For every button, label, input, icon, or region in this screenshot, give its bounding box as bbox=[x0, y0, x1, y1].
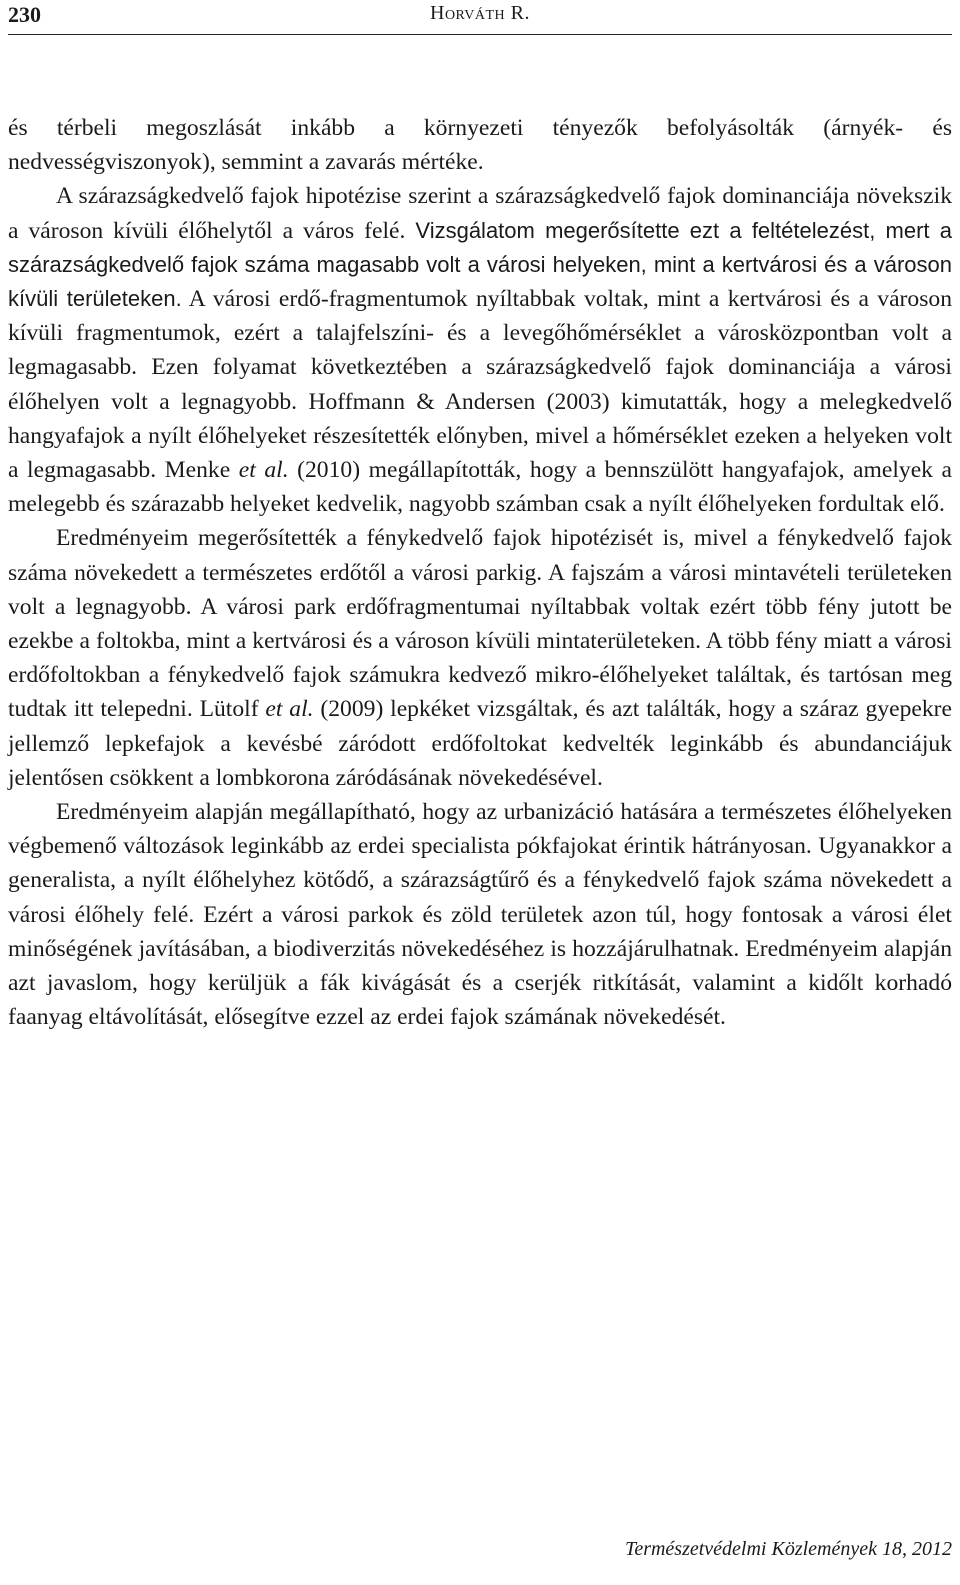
citation-etal: et al. bbox=[265, 696, 314, 723]
text-run-sans: Vizsgálatom megerősítette ezt a feltételezést, mert a szárazságkedvelő fajok száma magasabb volt a városi helyeken, mint a kertvárosi és a városon kívüli területeken. bbox=[8, 217, 952, 312]
text-run: (2009) lepkéket vizsgáltak, és azt találták, hogy a száraz gyepekre jellemző lepkefajok a kevésbé záródott erdőfoltokat kedvelték leginkább és abundanciájuk jelentősen csökkent a lombkorona záródásának növekedésével. bbox=[8, 696, 952, 791]
page-number: 230 bbox=[8, 2, 41, 27]
text-run: Eredményeim megerősítették a fénykedvelő fajok hipotézisét is, mivel a fénykedvelő fajok száma növekedett a természetes erdőtől a városi parkig. A fajszám a városi mintavételi területeken volt a legnagyobb. A városi park erdőfragmentumai nyíltabbak voltak ezért több fény jutott be ezekbe a foltokba, mint a kertvárosi és a városon kívüli mintaterületeken. A több fény miatt a városi erdőfoltokban a fénykedvelő fajok számukra kedvező mikro-élőhelyeket találtak, és tartósan meg tudtak itt telepedni. Lütolf bbox=[8, 525, 952, 723]
paragraph: és térbeli megoszlását inkább a környezeti tényezők befolyásolták (árnyék- és nedvességviszonyok), semmint a zavarás mértéke. bbox=[8, 115, 952, 176]
text-run: A városi erdő-fragmentumok nyíltabbak voltak, mint a kertvárosi és a városon kívüli fragmentumok, ezért a talajfelszíni- és a levegőhőmérséklet a városközpontban volt a legmagasabb. Ezen folyamat következtében a szárazságkedvelő fajok dominanciája a városi élőhelyen volt a legnagyobb. Hoffmann & Andersen (2003) kimutatták, hogy a melegkedvelő hangyafajok a nyílt élőhelyeket részesítették előnyben, mivel a hőmérséklet ezeken a helyeken volt a legmagasabb. Menke bbox=[8, 286, 952, 484]
text-run: (2010) megállapították, hogy a bennszülött hangyafajok, amelyek a melegebb és szárazabb helyeket kedvelik, nagyobb számban csak a nyílt élőhelyeken fordultak elő. bbox=[8, 457, 952, 518]
paragraph bbox=[8, 521, 952, 795]
text-run: A szárazságkedvelő fajok hipotézise szerint a szárazságkedvelő fajok dominanciája növekszik a városon kívüli élőhelytől a város felé. bbox=[8, 183, 952, 244]
body-text bbox=[8, 111, 952, 1034]
running-head bbox=[8, 0, 952, 35]
paragraph: Eredményeim alapján megállapítható, hogy az urbanizáció hatására a természetes élőhelyeken végbemenő változások leginkább az erdei specialista pókfajokat érintik hátrányosan. Ugyanakkor a generalista, a nyílt élőhelyhez kötődő, a szárazságtűrő és a fénykedvelő fajok száma növekedett a városi élőhely felé. Ezért a városi parkok és zöld területek azon túl, hogy fontosak a városi élet minőségének javításában, a biodiverzitás növekedéséhez is hozzájárulhatnak. Eredményeim alapján azt javaslom, hogy kerüljük a fák kivágását és a cserjék ritkítását, valamint a kidőlt korhadó faanyag eltávolítását, elősegítve ezzel az erdei fajok számának növekedését. bbox=[8, 799, 952, 1031]
running-head-author: Horváth R. bbox=[430, 2, 530, 24]
paragraph bbox=[8, 179, 952, 521]
journal-footer: Természetvédelmi Közlemények 18, 2012 bbox=[625, 1538, 952, 1560]
citation-etal: et al. bbox=[238, 457, 289, 484]
